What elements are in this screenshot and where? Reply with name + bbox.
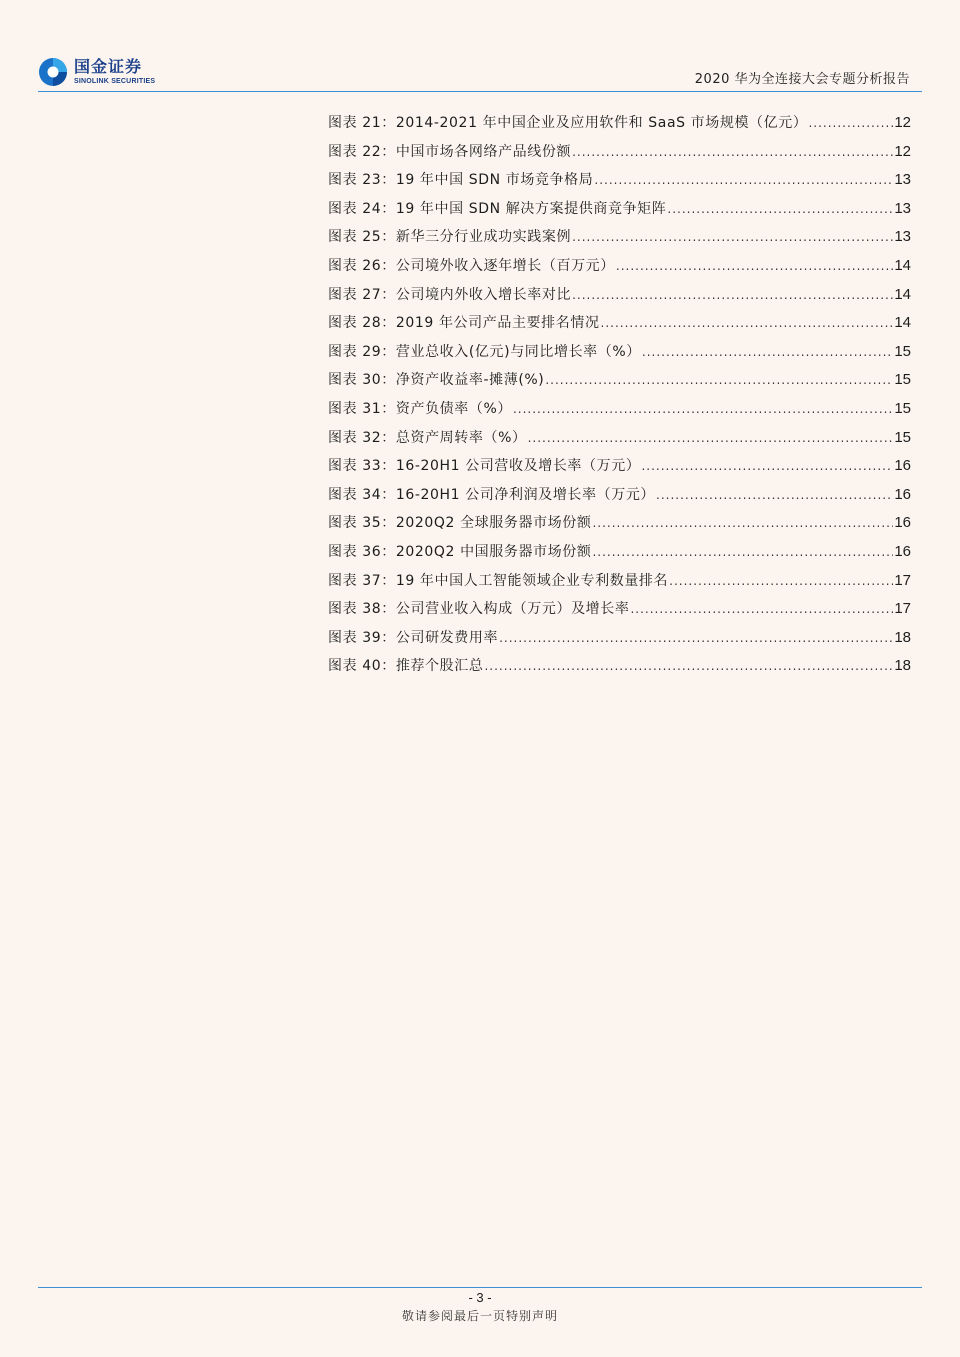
header-divider [38, 91, 922, 92]
toc-entry-page: 18 [894, 628, 911, 646]
toc-entry-page: 15 [894, 342, 911, 360]
toc-entry-page: 15 [894, 399, 911, 417]
toc-dot-leader [545, 373, 893, 387]
toc-entry[interactable] [328, 169, 911, 198]
toc-entry-label: 图表 39：公司研发费用率 [328, 629, 499, 646]
toc-dot-leader [667, 202, 893, 216]
toc-entry-page: 14 [894, 256, 911, 274]
toc-dot-leader [669, 574, 893, 588]
toc-entry[interactable] [328, 255, 911, 284]
toc-entry-label: 图表 32：总资产周转率（%） [328, 429, 527, 446]
toc-entry-page: 12 [894, 114, 911, 131]
toc-entry[interactable] [328, 655, 911, 684]
toc-dot-leader [484, 659, 893, 673]
toc-entry-label: 图表 33：16-20H1 公司营收及增长率（万元） [328, 458, 641, 475]
report-title: 2020 华为全连接大会专题分析报告 [694, 72, 910, 87]
toc-entry-label: 图表 31：资产负债率（%） [328, 400, 512, 417]
toc-entry-label: 图表 38：公司营业收入构成（万元）及增长率 [328, 601, 630, 618]
toc-dot-leader [592, 516, 893, 530]
toc-dot-leader [630, 602, 893, 616]
toc-dot-leader [641, 459, 893, 473]
toc-entry-label: 图表 24：19 年中国 SDN 解决方案提供商竞争矩阵 [328, 200, 667, 217]
toc-entry-label: 图表 23：19 年中国 SDN 市场竞争格局 [328, 172, 594, 189]
footer-divider [38, 1287, 922, 1288]
toc-dot-leader [642, 345, 893, 359]
figure-list [328, 112, 911, 684]
toc-entry-page: 17 [894, 571, 911, 589]
toc-entry[interactable] [328, 427, 911, 456]
toc-entry[interactable] [328, 598, 911, 627]
toc-entry-page: 15 [894, 371, 911, 389]
logo-text [74, 59, 155, 85]
toc-entry[interactable] [328, 312, 911, 341]
toc-entry-label: 图表 22：中国市场各网络产品线份额 [328, 143, 572, 160]
toc-entry-label: 图表 29：营业总收入(亿元)与同比增长率（%） [328, 343, 641, 360]
toc-entry[interactable] [328, 341, 911, 370]
toc-entry-label: 图表 35：2020Q2 全球服务器市场份额 [328, 515, 592, 532]
toc-entry-page: 17 [894, 600, 911, 618]
toc-dot-leader [592, 545, 893, 559]
toc-dot-leader [594, 173, 893, 187]
toc-dot-leader [572, 230, 893, 244]
toc-entry-page: 16 [894, 514, 911, 532]
toc-entry-page: 18 [894, 657, 911, 675]
toc-entry[interactable] [328, 284, 911, 313]
toc-entry-label: 图表 37：19 年中国人工智能领域企业专利数量排名 [328, 572, 669, 589]
toc-entry-label: 图表 27：公司境内外收入增长率对比 [328, 286, 572, 303]
toc-entry[interactable] [328, 198, 911, 227]
toc-entry-label: 图表 28：2019 年公司产品主要排名情况 [328, 315, 600, 332]
toc-entry[interactable] [328, 398, 911, 427]
toc-entry-page: 14 [894, 285, 911, 303]
toc-entry[interactable] [328, 369, 911, 398]
toc-dot-leader [513, 402, 893, 416]
toc-dot-leader [616, 259, 893, 273]
toc-dot-leader [572, 288, 893, 302]
toc-entry-page: 14 [894, 314, 911, 332]
company-logo [38, 56, 178, 88]
toc-dot-leader [528, 431, 894, 445]
toc-entry-page: 13 [894, 171, 911, 189]
logo-chinese-name: 国金证券 [74, 57, 143, 76]
logo-mark-icon [38, 57, 68, 87]
toc-entry[interactable] [328, 541, 911, 570]
page-header [0, 0, 960, 96]
toc-entry[interactable] [328, 112, 911, 141]
toc-entry[interactable] [328, 512, 911, 541]
toc-entry-label: 图表 25：新华三分行业成功实践案例 [328, 229, 572, 246]
toc-entry-label: 图表 30：净资产收益率-摊薄(%) [328, 372, 545, 389]
toc-entry-label: 图表 26：公司境外收入逐年增长（百万元） [328, 257, 615, 274]
toc-dot-leader [656, 488, 893, 502]
toc-entry[interactable] [328, 455, 911, 484]
page-number: - 3 - [468, 1290, 492, 1305]
toc-entry-label: 图表 21：2014-2021 年中国企业及应用软件和 SaaS 市场规模（亿元） [328, 115, 808, 131]
toc-entry-page: 16 [894, 457, 911, 475]
toc-dot-leader [808, 116, 893, 130]
toc-entry[interactable] [328, 226, 911, 255]
toc-entry-label: 图表 34：16-20H1 公司净利润及增长率（万元） [328, 486, 656, 503]
toc-entry[interactable] [328, 484, 911, 513]
toc-entry-label: 图表 36：2020Q2 中国服务器市场份额 [328, 543, 592, 560]
toc-entry-page: 16 [894, 542, 911, 560]
toc-dot-leader [601, 316, 894, 330]
toc-entry[interactable] [328, 570, 911, 599]
footer-disclaimer: 敬请参阅最后一页特别声明 [401, 1309, 558, 1323]
toc-entry-page: 12 [894, 142, 911, 160]
toc-entry-page: 13 [894, 228, 911, 246]
toc-entry[interactable] [328, 627, 911, 656]
toc-entry[interactable] [328, 141, 911, 170]
toc-dot-leader [499, 631, 893, 645]
toc-entry-page: 13 [894, 199, 911, 217]
toc-entry-page: 16 [894, 485, 911, 503]
logo-english-name: SINOLINK SECURITIES [74, 78, 156, 85]
toc-entry-page: 15 [894, 428, 911, 446]
toc-dot-leader [572, 145, 893, 159]
toc-entry-label: 图表 40：推荐个股汇总 [328, 658, 484, 675]
